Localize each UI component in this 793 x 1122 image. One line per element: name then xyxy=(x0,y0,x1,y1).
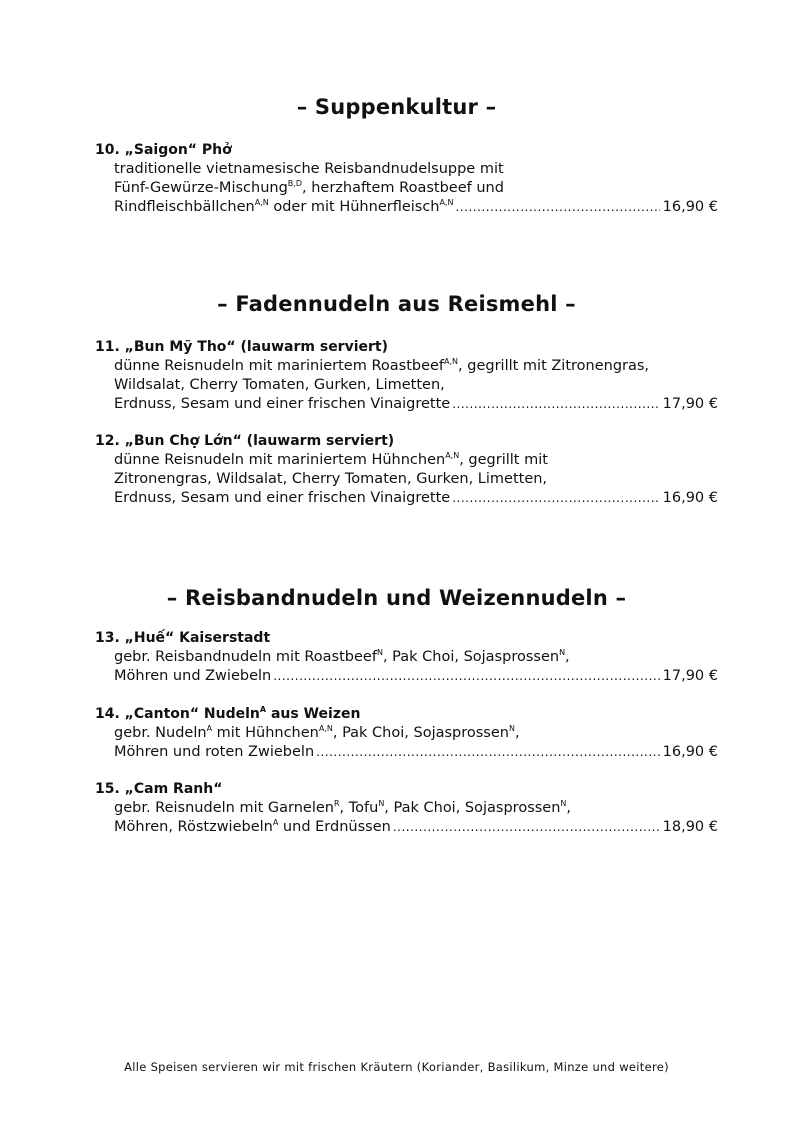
leader-dots xyxy=(452,489,659,508)
description-line: dünne Reisnudeln mit mariniertem Hühnchen$^{A,N}$, gegrillt mit xyxy=(114,451,548,468)
menu-item-10-price: 16,90 € xyxy=(662,199,718,215)
menu-item-15-price: 18,90 € xyxy=(662,819,718,835)
leader-dots xyxy=(316,743,660,762)
section-title-reisbandnudeln: – Reisbandnudeln und Weizennudeln – xyxy=(166,586,627,610)
allergen-code: A,N xyxy=(318,724,333,733)
description-line: traditionelle vietnamesische Reisbandnudelsuppe mit xyxy=(114,161,504,177)
description-line-with-price: Rindfleischbällchen$^{A,N}$ oder mit Hühnerfleisch$^{A,N}$ ..... 16,90 € xyxy=(114,198,718,217)
leader-dots xyxy=(456,198,660,217)
menu-item-13-description xyxy=(114,648,718,686)
menu-item-12-price: 16,90 € xyxy=(662,490,718,506)
section-title-suppenkultur: – Suppenkultur – xyxy=(296,95,497,119)
description-line: dünne Reisnudeln mit mariniertem Roastbeef$^{A,N}$, gegrillt mit Zitronengras, xyxy=(114,357,650,374)
allergen-code: A xyxy=(206,724,213,733)
leader-dots xyxy=(273,667,659,686)
section-title-fadennudeln: – Fadennudeln aus Reismehl – xyxy=(217,292,576,316)
allergen-code: B,D xyxy=(287,179,302,188)
description-line-with-price: Möhren und Zwiebeln ..... 17,90 € xyxy=(114,667,718,686)
description-line-with-price: Erdnuss, Sesam und einer frischen Vinaigrette ..... 17,90 € xyxy=(114,395,718,414)
allergen-code: A,N xyxy=(444,357,459,366)
leader-dots xyxy=(452,395,659,414)
menu-item-13-price: 17,90 € xyxy=(662,668,718,684)
description-line: Zitronengras, Wildsalat, Cherry Tomaten, Gurken, Limetten, xyxy=(114,471,548,487)
menu-item-12-title: 12. „Bun Chợ Lớn“ (lauwarm serviert) xyxy=(95,433,395,449)
allergen-code: N xyxy=(376,648,383,657)
allergen-code: A,N xyxy=(445,451,460,460)
menu-item-14-price: 16,90 € xyxy=(662,744,718,760)
description-line-with-price: Möhren, Röstzwiebeln$^A$ und Erdnüssen ..... 18,90 € xyxy=(114,818,718,837)
menu-item-12-description xyxy=(114,451,718,508)
description-line: gebr. Reisnudeln mit Garnelen$^R$, Tofu$^N$, Pak Choi, Sojasprossen$^N$, xyxy=(114,799,572,816)
leader-dots xyxy=(393,818,660,837)
menu-item-15-description xyxy=(114,799,718,837)
allergen-code: N xyxy=(560,799,567,808)
description-line-with-price: Möhren und roten Zwiebeln ..... 16,90 € xyxy=(114,743,718,762)
allergen-code: A xyxy=(272,818,279,827)
menu-item-14-description xyxy=(114,724,718,762)
menu-item-13-title: 13. „Huế“ Kaiserstadt xyxy=(95,630,271,646)
menu-item-10-description xyxy=(114,160,718,217)
menu-item-14-title: 14. „Canton“ Nudeln$^A$ aus Weizen xyxy=(95,705,361,722)
allergen-code: A,N xyxy=(439,198,454,207)
menu-item-11-description xyxy=(114,357,718,414)
footer-note: Alle Speisen servieren wir mit frischen Kräutern (Koriander, Basilikum, Minze und weitere) xyxy=(124,1060,669,1074)
menu-item-11-price: 17,90 € xyxy=(662,396,718,412)
allergen-code: A xyxy=(259,705,267,714)
description-line: gebr. Nudeln$^A$ mit Hühnchen$^{A,N}$, Pak Choi, Sojasprossen$^N$, xyxy=(114,724,520,741)
description-line: gebr. Reisbandnudeln mit Roastbeef$^N$, Pak Choi, Sojasprossen$^N$, xyxy=(114,648,570,665)
description-line-with-price: Erdnuss, Sesam und einer frischen Vinaigrette ..... 16,90 € xyxy=(114,489,718,508)
allergen-code: R xyxy=(333,799,340,808)
menu-item-15-title: 15. „Cam Ranh“ xyxy=(95,781,223,797)
allergen-code: N xyxy=(508,724,515,733)
allergen-code: N xyxy=(378,799,385,808)
allergen-code: N xyxy=(559,648,566,657)
description-line: Fünf-Gewürze-Mischung$^{B,D}$, herzhaftem Roastbeef und xyxy=(114,179,504,196)
description-line: Wildsalat, Cherry Tomaten, Gurken, Limetten, xyxy=(114,377,445,393)
allergen-code: A,N xyxy=(254,198,269,207)
menu-item-11-title: 11. „Bun Mỹ Tho“ (lauwarm serviert) xyxy=(95,339,389,355)
menu-item-10-title: 10. „Saigon“ Phở xyxy=(95,142,232,158)
